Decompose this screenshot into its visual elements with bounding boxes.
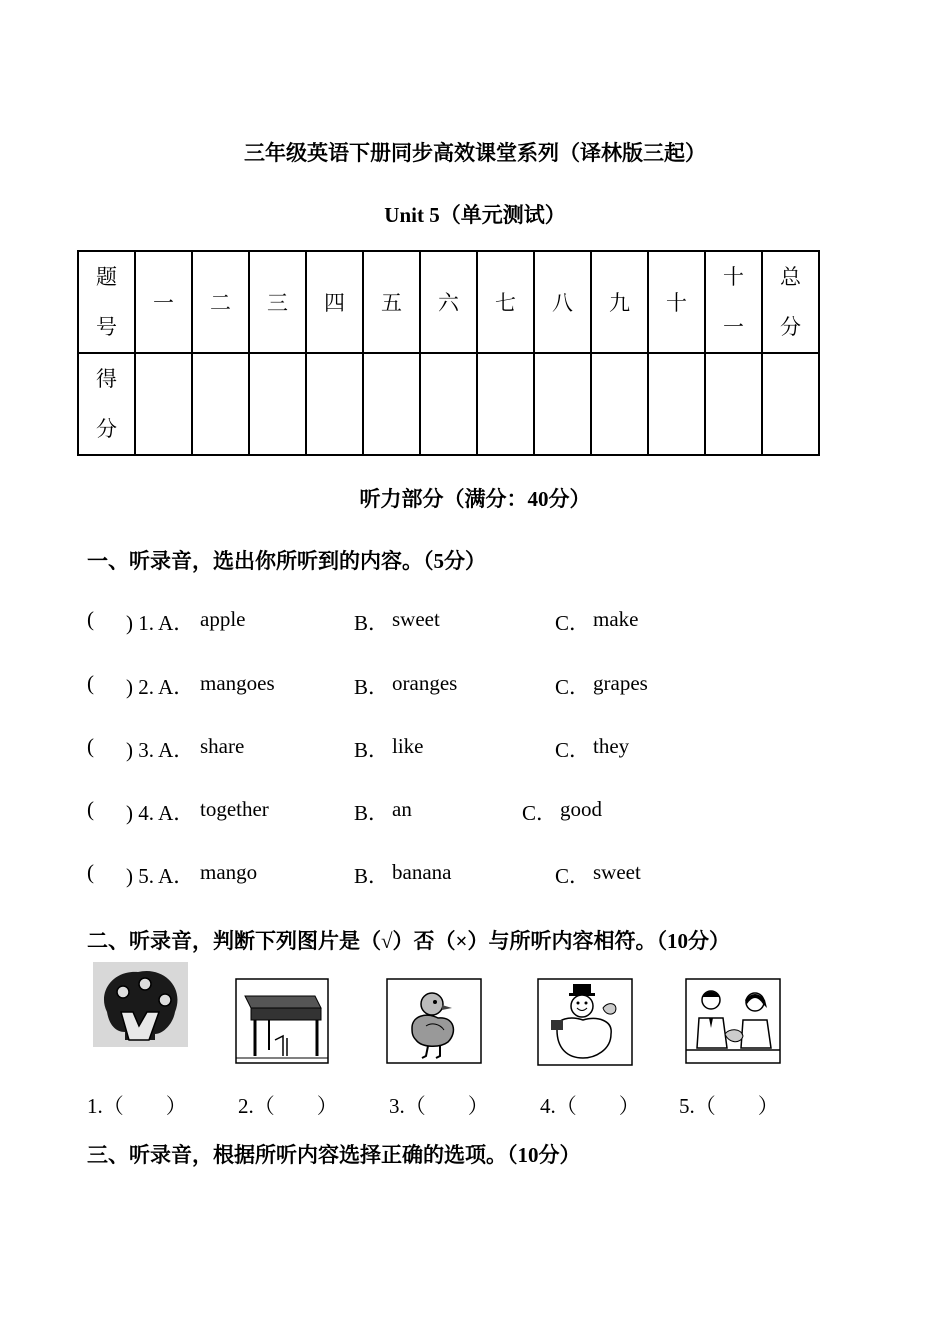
col-header: 四 (306, 251, 363, 353)
score-cell[interactable] (420, 353, 477, 455)
score-cell[interactable] (705, 353, 762, 455)
page-title: 三年级英语下册同步高效课堂系列（译林版三起） (244, 141, 706, 165)
answer-blank[interactable]: ( (87, 797, 94, 821)
option-c: good (560, 797, 602, 821)
option-a: mangoes (200, 671, 275, 695)
option-a: together (200, 797, 269, 821)
row-label-score: 得 分 (78, 353, 135, 455)
option-c-label: C． (555, 611, 591, 635)
answer-blank[interactable]: ( (87, 671, 94, 695)
score-cell[interactable] (363, 353, 420, 455)
option-c: they (593, 734, 630, 758)
option-b-label: B． (354, 864, 390, 888)
question-row (87, 734, 887, 764)
cat-with-bag-icon (537, 978, 633, 1066)
section2-heading: 二、听录音，判断下列图片是（√）否（×）与所听内容相符。（10分） (87, 929, 730, 953)
option-c-label: C． (555, 675, 591, 699)
question-number: ) 3. A． (126, 738, 195, 762)
option-c: make (593, 607, 639, 631)
option-a: apple (200, 607, 246, 631)
score-cell[interactable] (534, 353, 591, 455)
score-table (77, 250, 820, 456)
option-a: mango (200, 860, 258, 884)
picture-answer-2[interactable]: 2.（ ） (238, 1094, 338, 1118)
question-number: ) 5. A． (126, 864, 195, 888)
answer-blank[interactable]: ( (87, 607, 94, 631)
score-cell[interactable] (591, 353, 648, 455)
option-c-label: C． (555, 738, 591, 762)
picture-answer-5[interactable]: 5.（ ） (679, 1094, 779, 1118)
col-header: 五 (363, 251, 420, 353)
duck-icon (386, 978, 482, 1064)
option-b-label: B． (354, 611, 390, 635)
option-b-label: B． (354, 738, 390, 762)
desk-icon (235, 978, 329, 1064)
col-header-eleven: 十 一 (705, 251, 762, 353)
col-header-total: 总 分 (762, 251, 819, 353)
col-header: 八 (534, 251, 591, 353)
option-b: like (392, 734, 424, 758)
col-header: 一 (135, 251, 192, 353)
children-sharing-icon (685, 978, 781, 1064)
section1-heading: 一、听录音，选出你所听到的内容。（5分） (87, 549, 486, 573)
option-b: sweet (392, 607, 440, 631)
option-c: sweet (593, 860, 641, 884)
option-b: banana (392, 860, 452, 884)
listening-title: 听力部分（满分：40分） (359, 487, 591, 511)
option-c: grapes (593, 671, 648, 695)
picture-answer-1[interactable]: 1.（ ） (87, 1094, 187, 1118)
score-cell[interactable] (135, 353, 192, 455)
row-label-question-number: 题 号 (78, 251, 135, 353)
picture-answer-3[interactable]: 3.（ ） (389, 1094, 489, 1118)
question-row (87, 860, 887, 890)
col-header: 六 (420, 251, 477, 353)
option-b: an (392, 797, 412, 821)
score-cell[interactable] (306, 353, 363, 455)
col-header: 九 (591, 251, 648, 353)
answer-blank[interactable]: ( (87, 860, 94, 884)
col-header: 三 (249, 251, 306, 353)
option-c-label: C． (522, 801, 558, 825)
question-row (87, 671, 887, 701)
col-header: 七 (477, 251, 534, 353)
option-a: share (200, 734, 245, 758)
question-number: ) 2. A． (126, 675, 195, 699)
mango-tree-icon (93, 962, 188, 1047)
col-header: 二 (192, 251, 249, 353)
option-b-label: B． (354, 675, 390, 699)
question-number: ) 1. A． (126, 611, 195, 635)
option-c-label: C． (555, 864, 591, 888)
score-cell[interactable] (249, 353, 306, 455)
option-b-label: B． (354, 801, 390, 825)
option-b: oranges (392, 671, 458, 695)
question-row (87, 607, 887, 637)
picture-answer-4[interactable]: 4.（ ） (540, 1094, 640, 1118)
answer-blank[interactable]: ( (87, 734, 94, 758)
section3-heading: 三、听录音，根据所听内容选择正确的选项。（10分） (87, 1143, 581, 1167)
score-cell[interactable] (477, 353, 534, 455)
score-cell[interactable] (762, 353, 819, 455)
score-cell[interactable] (192, 353, 249, 455)
question-row (87, 797, 887, 827)
col-header: 十 (648, 251, 705, 353)
question-number: ) 4. A． (126, 801, 195, 825)
unit-title: Unit 5（单元测试） (384, 203, 566, 227)
score-cell[interactable] (648, 353, 705, 455)
